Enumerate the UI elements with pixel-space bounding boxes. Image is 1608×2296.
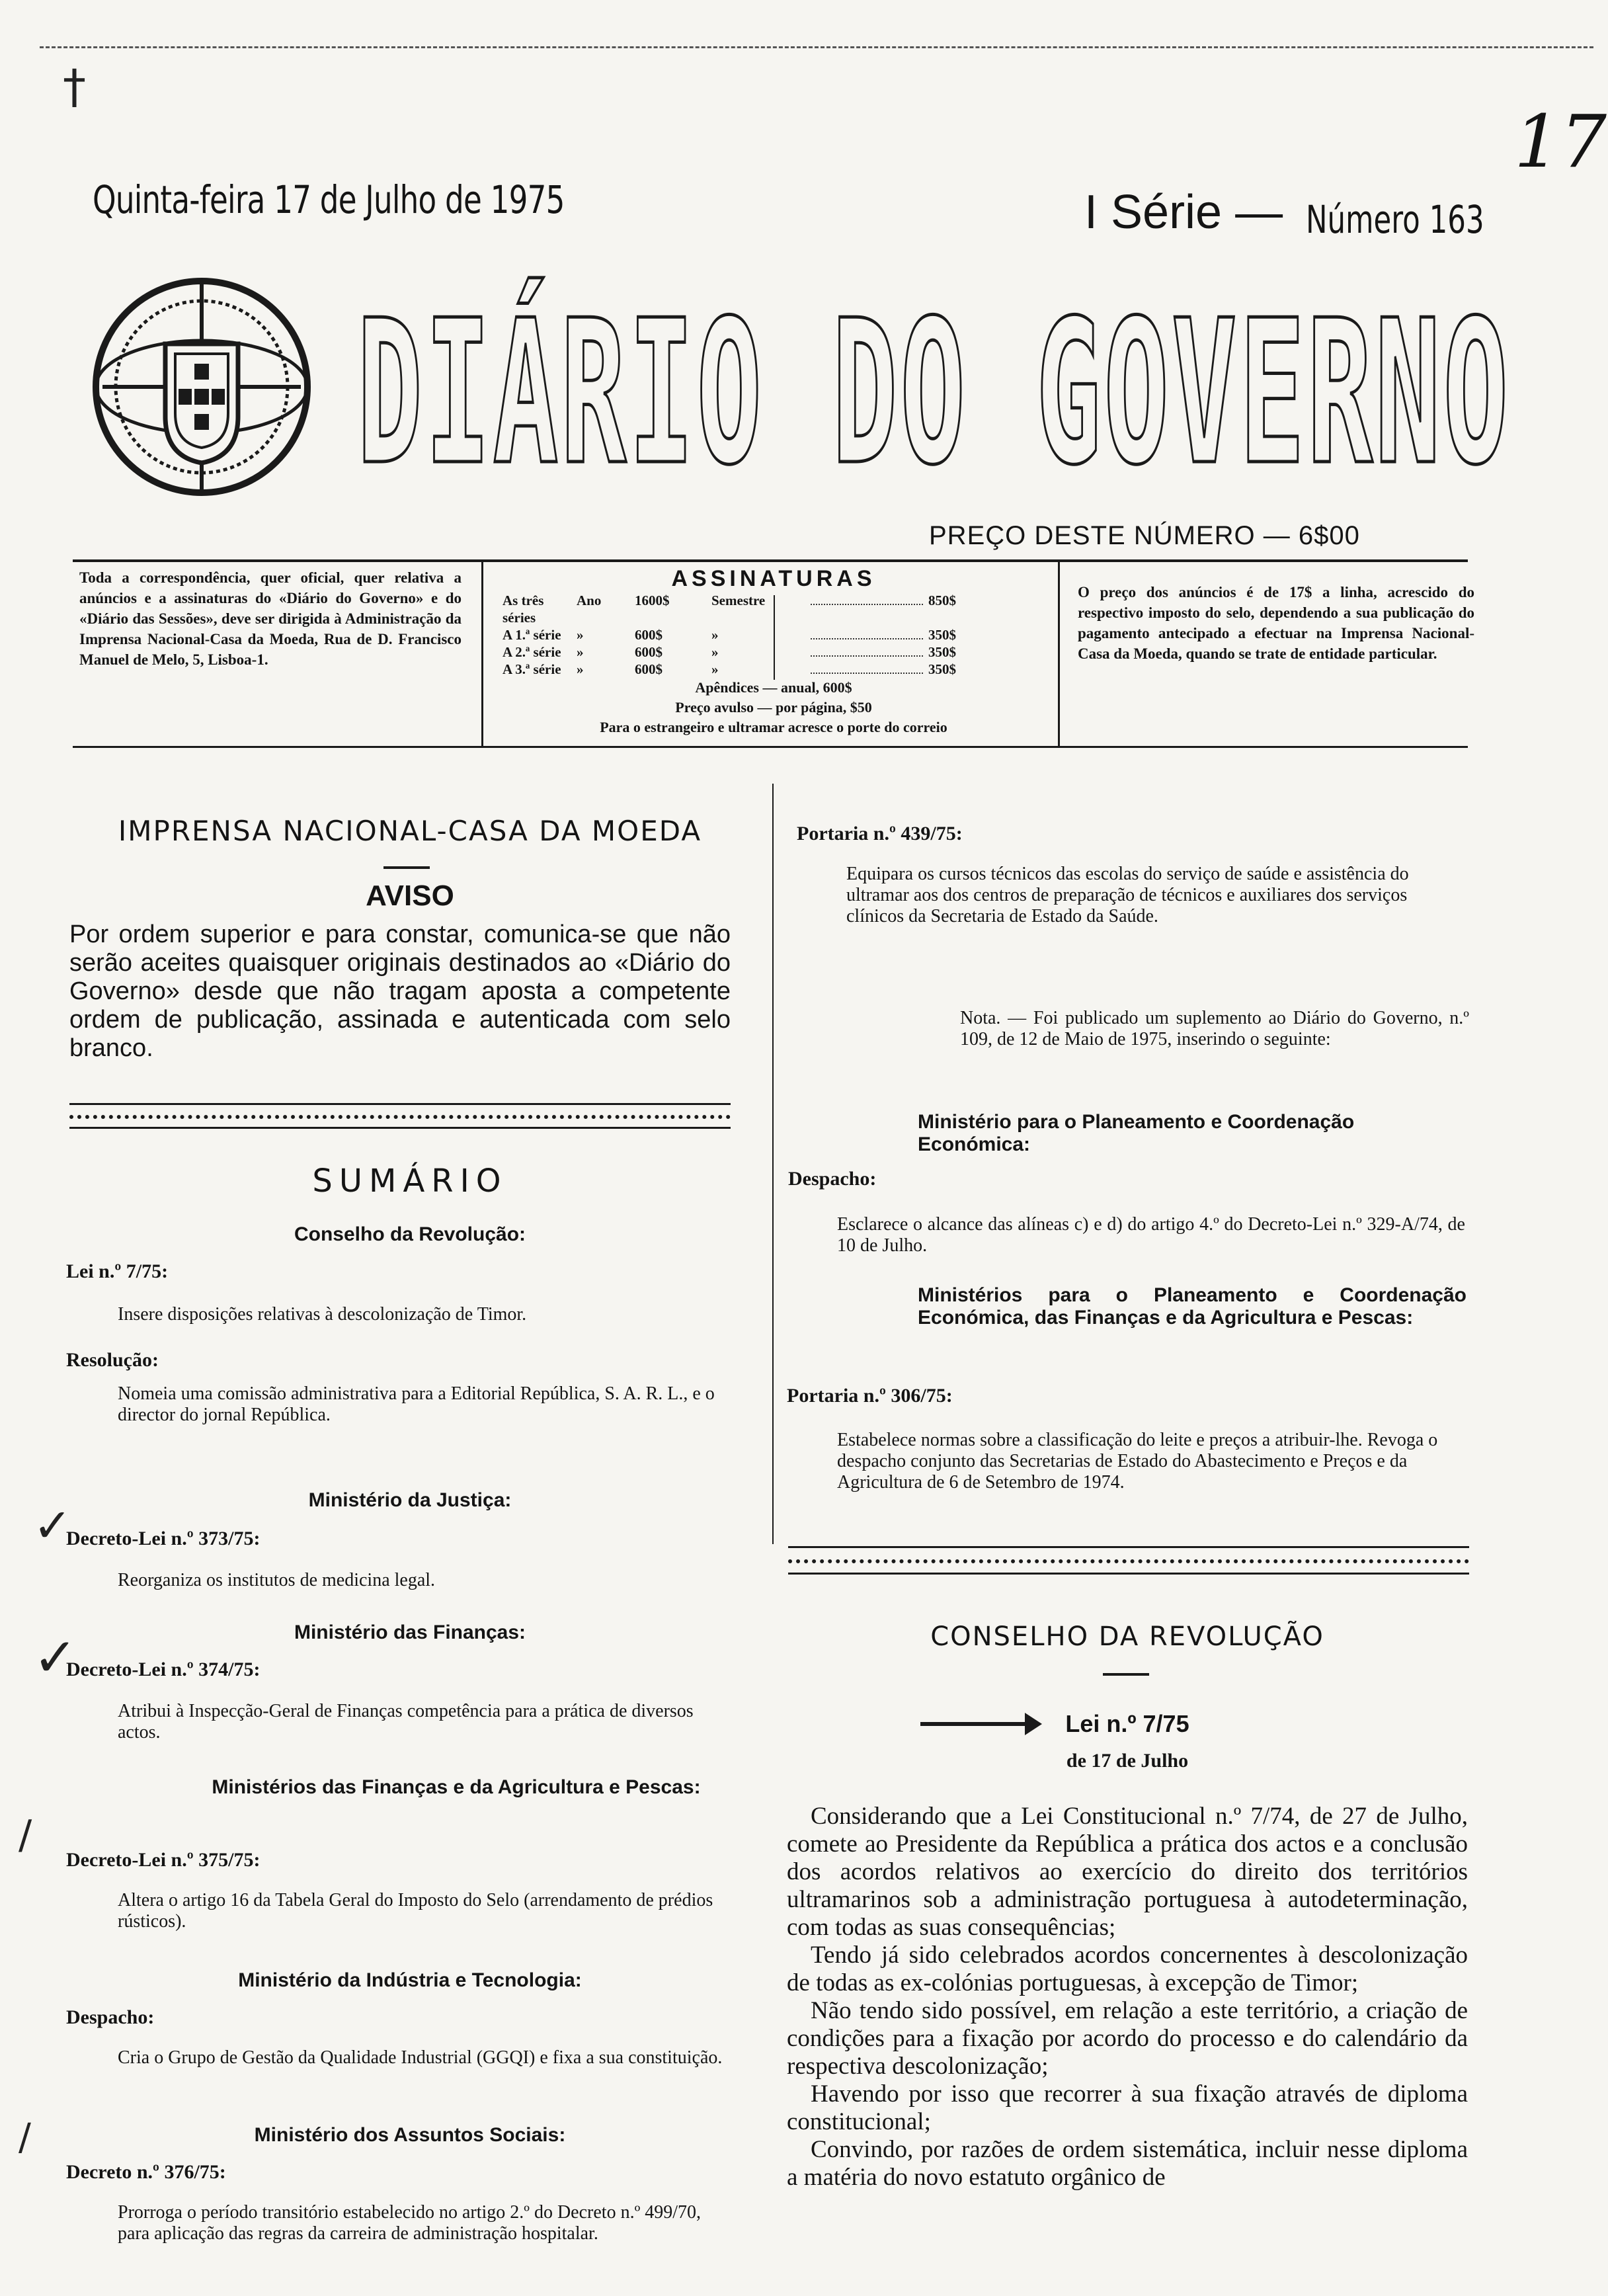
subscription-price: 600$: [635, 627, 663, 643]
semester-label: »: [711, 644, 719, 660]
column-divider: [772, 784, 774, 1544]
check-mark-icon: ✓: [33, 1498, 72, 1553]
entry-text: Reorganiza os institutos de medicina legal.: [118, 1570, 436, 1590]
dot-leader: [811, 643, 923, 657]
section-heading: CONSELHO DA REVOLUÇÃO: [930, 1621, 1324, 1652]
ministry-heading: Ministério das Finanças:: [294, 1621, 526, 1643]
entry-text: Estabelece normas sobre a classificação do leite e preços a atribuir-lhe. Revoga o despacho conjunto das Secretarias de Estado do Abastecimento e Preços e da Agricultura de 6 de Setembro de 1974.: [837, 1430, 1438, 1493]
subscriptions-title: ASSINATURAS: [671, 566, 876, 591]
foreign-postage-note: Para o estrangeiro e ultramar acresce o porte do correio: [600, 719, 947, 735]
law-body: [787, 1803, 1468, 2192]
ministry-heading: Ministério para o Planeamento e Coordenação Económica:: [918, 1111, 1355, 1155]
series-label: I Série —: [1084, 186, 1283, 239]
appendices-price: Apêndices — anual, 600$: [695, 679, 852, 696]
nota-text: Nota. — Foi publicado um suplemento ao Diário do Governo, n.º 109, de 12 de Maio de 1975, inserindo o seguinte:: [960, 1008, 1469, 1049]
handwritten-mark-top-left: †: [63, 60, 86, 114]
subscription-period: »: [577, 627, 584, 643]
semester-price: 350$: [928, 661, 956, 677]
info-box-divider-2: [1058, 562, 1060, 746]
info-boxes-top-rule: [73, 559, 1468, 562]
entry-text: Cria o Grupo de Gestão da Qualidade Industrial (GGQI) e fixa a sua constituição.: [118, 2047, 723, 2068]
entry-label: Portaria n.º 306/75:: [787, 1385, 953, 1407]
entry-label: Decreto-Lei n.º 375/75:: [66, 1849, 261, 1871]
entry-text: Prorroga o período transitório estabelecido no artigo 2.º do Decreto n.º 499/70, para aplicação das regras da carreira de administração hospitalar.: [118, 2202, 702, 2244]
publisher-heading: IMPRENSA NACIONAL-CASA DA MOEDA: [118, 815, 702, 847]
ministry-heading: Conselho da Revolução:: [294, 1223, 526, 1245]
info-boxes-bottom-rule: [73, 746, 1468, 748]
pen-mark-icon: /: [19, 2116, 31, 2159]
double-rule-bottom: [69, 1127, 731, 1129]
entry-label: Resolução:: [66, 1349, 159, 1371]
semester-label: Semestre: [711, 593, 766, 608]
top-scan-edge: [40, 46, 1593, 48]
entry-label: Portaria n.º 439/75:: [797, 823, 963, 844]
dot-leader: [811, 661, 923, 674]
semester-price: 350$: [928, 644, 956, 660]
ministry-heading: Ministério dos Assuntos Sociais:: [254, 2124, 566, 2146]
subscription-period: »: [577, 661, 584, 677]
entry-label: Despacho:: [788, 1168, 877, 1190]
ministry-heading: Ministérios para o Planeamento e Coordenação Económica, das Finanças e da Agricultura e Pescas:: [918, 1284, 1467, 1329]
entry-label: Decreto-Lei n.º 373/75:: [66, 1528, 261, 1549]
entry-text: Insere disposições relativas à descolonização de Timor.: [118, 1304, 527, 1325]
paragraph: Tendo já sido celebrados acordos concernentes à descolonização de todas as ex-colónias portuguesas, à excepção de Timor;: [787, 1942, 1468, 1996]
entry-label: Decreto n.º 376/75:: [66, 2161, 226, 2183]
semester-label: »: [711, 627, 719, 643]
entry-label: Despacho:: [66, 2006, 155, 2028]
single-copy-price: Preço avulso — por página, $50: [675, 699, 872, 716]
paragraph: Considerando que a Lei Constitucional n.º 7/74, de 27 de Julho, comete ao Presidente da República a prática dos actos e a conclusão dos acordos relativos ao exercício do direito dos territórios ultramarinos sob a administração portuguesa à autodeterminação, com todas as suas consequências;: [787, 1803, 1468, 1941]
correspondence-notice: Toda a correspondência, quer oficial, quer relativa a anúncios e a assinaturas do «Diário do Governo» e do «Diário das Sessões», deve ser dirigida à Administração da Imprensa Nacional-Casa da Moeda, Rua de D. Francisco Manuel de Melo, 5, Lisboa-1.: [79, 569, 462, 668]
summary-title: SUMÁRIO: [312, 1163, 508, 1200]
subscription-row: [502, 643, 1045, 661]
subscription-price: 600$: [635, 661, 663, 677]
coat-of-arms-icon: [86, 271, 317, 503]
notice-title: AVISO: [366, 880, 454, 912]
entry-text: Atribui à Inspecção-Geral de Finanças competência para a prática de diversos actos.: [118, 1701, 694, 1742]
ornament-rule: [788, 1559, 1469, 1563]
issue-date: Quinta-feira 17 de Julho de 1975: [93, 177, 565, 222]
ministry-heading: Ministérios das Finanças e da Agricultura e Pescas:: [212, 1776, 701, 1798]
short-rule: [1103, 1673, 1149, 1676]
subscription-period: Ano: [577, 593, 602, 608]
issue-price: PREÇO DESTE NÚMERO — 6$00: [929, 521, 1360, 550]
ministry-heading: Ministério da Justiça:: [308, 1489, 512, 1511]
ads-notice: O preço dos anúncios é de 17$ a linha, acrescido do respectivo imposto do selo, dependendo a sua publicação do pagamento antecipado a efectuar na Imprensa Nacional-Casa da Moeda, quando se trate de entidade particular.: [1078, 584, 1474, 662]
check-mark-icon: ✓: [33, 1627, 78, 1688]
double-rule-bottom: [788, 1573, 1469, 1575]
ministry-heading: Ministério da Indústria e Tecnologia:: [238, 1969, 582, 1991]
double-rule-top: [69, 1103, 731, 1105]
short-rule: [383, 866, 430, 869]
dot-leader: [811, 592, 923, 605]
law-date: de 17 de Julho: [1066, 1750, 1189, 1772]
entry-text: Nomeia uma comissão administrativa para a Editorial República, S. A. R. L., e o director do jornal República.: [118, 1383, 715, 1425]
subscription-period: »: [577, 644, 584, 660]
law-title: Lei n.º 7/75: [1065, 1710, 1189, 1737]
entry-text: Altera o artigo 16 da Tabela Geral do Imposto do Selo (arrendamento de prédios rústicos).: [118, 1890, 713, 1932]
dot-leader: [811, 626, 923, 639]
paragraph: Não tendo sido possível, em relação a este território, a criação de condições para a fixação por acordo do processo e do calendário da respectiva descolonização;: [787, 1997, 1468, 2080]
subscription-row: [502, 661, 1045, 678]
subscription-label: A 3.ª série: [502, 661, 561, 677]
pen-mark-icon: /: [19, 1812, 32, 1858]
subscription-price: 1600$: [635, 593, 670, 608]
entry-text: Esclarece o alcance das alíneas c) e d) do artigo 4.º do Decreto-Lei n.º 329-A/74, de 10 de Julho.: [837, 1214, 1465, 1256]
entry-label: Decreto-Lei n.º 374/75:: [66, 1659, 261, 1680]
info-box-divider-1: [481, 562, 483, 746]
subscriptions-box: [502, 566, 1045, 737]
notice-text: Por ordem superior e para constar, comunica-se que não serão aceites quaisquer originais destinados ao «Diário do Governo» desde que não tragam aposta a competente ordem de publicação, assinada e autenticada com selo branco.: [69, 921, 731, 1062]
page-number-handwritten: 17: [1514, 99, 1607, 184]
entry-text: Equipara os cursos técnicos das escolas do serviço de saúde e assistência do ultramar aos dos centros de preparação de técnicos e auxiliares dos serviços clínicos da Secretaria de Estado da Saúde.: [846, 864, 1409, 926]
ornament-rule: [69, 1115, 731, 1119]
subscription-label: A 2.ª série: [502, 644, 561, 660]
masthead-title: DIÁRIO DO GOVERNO: [357, 278, 1511, 509]
semester-label: »: [711, 661, 719, 677]
semester-price: 850$: [928, 593, 956, 608]
paragraph: Convindo, por razões de ordem sistemática, incluir nesse diploma a matéria do novo estatuto orgânico de: [787, 2136, 1468, 2191]
subscription-label: As três séries: [502, 593, 544, 626]
subscription-label: A 1.ª série: [502, 627, 561, 643]
entry-label: Lei n.º 7/75:: [66, 1260, 169, 1282]
subscription-price: 600$: [635, 644, 663, 660]
paragraph: Havendo por isso que recorrer à sua fixação através de diploma constitucional;: [787, 2080, 1468, 2135]
double-rule-top: [788, 1546, 1469, 1548]
semester-price: 350$: [928, 627, 956, 643]
subscription-row: [502, 592, 1045, 626]
subscription-row: [502, 626, 1045, 643]
issue-number: Número 163: [1306, 197, 1484, 242]
